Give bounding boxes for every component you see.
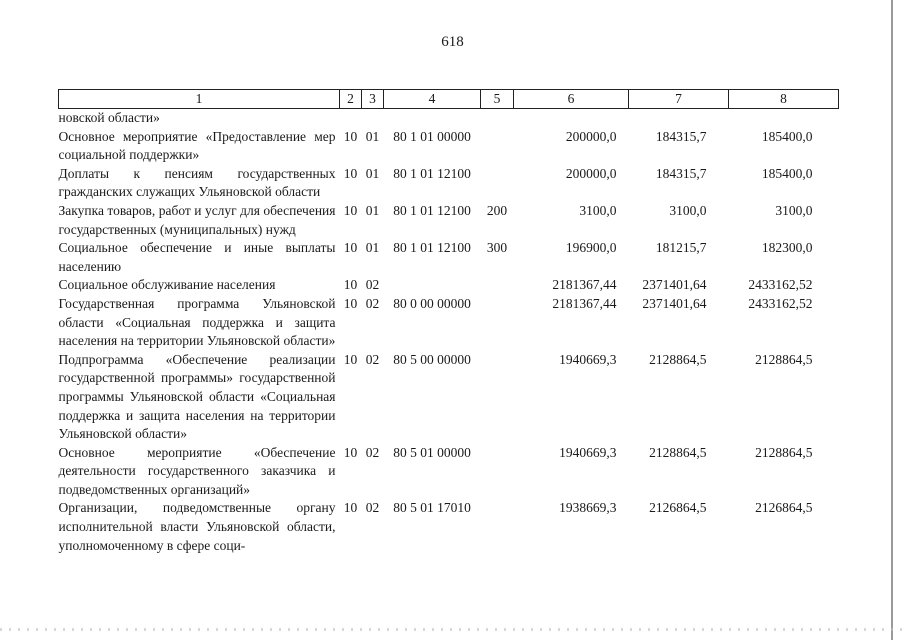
row-cell-c5 <box>481 165 514 202</box>
column-header: 7 <box>629 90 729 109</box>
table-row <box>59 128 839 165</box>
row-description: Организации, подведомственные органу исполнительной власти Ульяновской области, уполномоченному в сфере соци- <box>58 500 336 553</box>
row-cell-c5 <box>481 109 514 128</box>
row-cell-c6: 1938669,3 <box>559 500 617 516</box>
row-cell-c8: 185400,0 <box>761 128 813 144</box>
row-cell-c3: 01 <box>365 202 380 218</box>
row-cell-c8: 3100,0 <box>775 202 813 218</box>
row-cell-c2: 10 <box>343 444 358 460</box>
table-row <box>59 499 839 555</box>
row-cell-c7: 3100,0 <box>669 202 707 218</box>
row-cell-c7: 2371401,64 <box>642 295 707 311</box>
row-cell-c5 <box>481 295 514 351</box>
table-row <box>59 444 839 500</box>
row-cell-c6: 3100,0 <box>579 202 617 218</box>
row-cell-c2: 10 <box>343 165 358 181</box>
row-cell-c2: 10 <box>343 295 358 311</box>
row-cell-c6: 200000,0 <box>565 128 617 144</box>
row-cell-c2: 10 <box>343 351 358 367</box>
row-description: Государственная программа Ульяновской области «Социальная поддержка и защита населения на территории Ульяновской области» <box>58 295 336 349</box>
row-description: Основное мероприятие «Предоставление мер социальной поддержки» <box>58 128 336 163</box>
row-description: новской области» <box>58 110 160 125</box>
row-cell-c3: 02 <box>365 351 380 367</box>
table-row <box>59 202 839 239</box>
row-cell-c4 <box>384 109 481 128</box>
row-cell-c7: 2128864,5 <box>649 444 707 460</box>
row-cell-c6: 1940669,3 <box>559 444 617 460</box>
row-cell-c7: 2371401,64 <box>642 277 707 293</box>
row-cell-c8: 2433162,52 <box>748 295 813 311</box>
row-description: Основное мероприятие «Обеспечение деятельности государственного заказчика и подведомственных организаций» <box>58 444 336 497</box>
row-cell-c7: 2128864,5 <box>649 351 707 367</box>
row-cell-c7 <box>629 109 729 128</box>
row-cell-c6: 196900,0 <box>565 240 617 256</box>
row-cell-c4: 80 1 01 12100 <box>393 165 471 181</box>
row-cell-c2: 10 <box>343 128 358 144</box>
row-cell-c4: 80 0 00 00000 <box>393 295 471 311</box>
row-cell-c2: 10 <box>343 500 358 516</box>
row-cell-c8: 182300,0 <box>761 240 813 256</box>
table-row <box>59 165 839 202</box>
row-description: Социальное обслуживание населения <box>58 277 276 293</box>
row-cell-c6: 1940669,3 <box>559 351 617 367</box>
row-cell-c5 <box>481 499 514 555</box>
budget-table <box>58 89 839 555</box>
row-cell-c2: 10 <box>343 240 358 256</box>
row-cell-c3 <box>362 109 384 128</box>
page-number: 618 <box>441 34 464 50</box>
row-cell-c7: 184315,7 <box>655 128 707 144</box>
row-cell-c3: 01 <box>365 240 380 256</box>
column-header: 2 <box>340 90 362 109</box>
column-header: 5 <box>481 90 514 109</box>
row-description: Доплаты к пенсиям государственных гражданских служащих Ульяновской области <box>58 165 336 200</box>
row-cell-c8: 2126864,5 <box>755 500 813 516</box>
table-row <box>59 276 839 295</box>
row-cell-c7: 184315,7 <box>655 165 707 181</box>
row-cell-c8: 2128864,5 <box>755 444 813 460</box>
row-description: Социальное обеспечение и иные выплаты населению <box>58 240 336 274</box>
row-cell-c8: 2433162,52 <box>748 277 813 293</box>
row-cell-c5 <box>481 351 514 444</box>
row-cell-c5: 200 <box>486 202 508 218</box>
column-header: 1 <box>59 90 340 109</box>
row-cell-c4: 80 1 01 12100 <box>393 202 471 218</box>
row-cell-c4: 80 1 01 12100 <box>393 240 471 256</box>
row-cell-c5 <box>481 276 514 295</box>
table-row <box>59 109 839 128</box>
row-cell-c7: 181215,7 <box>655 240 707 256</box>
table-row <box>59 239 839 276</box>
row-cell-c4 <box>384 276 481 295</box>
row-cell-c6: 200000,0 <box>565 165 617 181</box>
column-header: 8 <box>729 90 839 109</box>
row-cell-c4: 80 5 01 00000 <box>393 444 471 460</box>
row-cell-c2 <box>340 109 362 128</box>
row-cell-c4: 80 5 01 17010 <box>393 500 471 516</box>
row-cell-c2: 10 <box>343 202 358 218</box>
row-cell-c8: 185400,0 <box>761 165 813 181</box>
column-header: 4 <box>384 90 481 109</box>
row-cell-c6 <box>514 109 629 128</box>
column-header: 6 <box>514 90 629 109</box>
page-edge-line <box>891 0 893 640</box>
row-cell-c3: 02 <box>365 444 380 460</box>
row-cell-c3: 02 <box>365 277 380 293</box>
row-cell-c4: 80 1 01 00000 <box>393 128 471 144</box>
row-cell-c5 <box>481 128 514 165</box>
row-description: Закупка товаров, работ и услуг для обеспечения государственных (муниципальных) нужд <box>58 202 336 237</box>
column-header: 3 <box>362 90 384 109</box>
table-row <box>59 295 839 351</box>
row-cell-c6: 2181367,44 <box>552 295 617 311</box>
row-cell-c3: 02 <box>365 500 380 516</box>
column-header-row <box>59 90 839 109</box>
row-description: Подпрограмма «Обеспечение реализации государственной программы» государственной программы Ульяновской области «Социальная поддержка и защита населения на территории Ульяновской области» <box>58 351 336 442</box>
table-row <box>59 351 839 444</box>
row-cell-c3: 02 <box>365 295 380 311</box>
row-cell-c2: 10 <box>343 277 358 293</box>
row-cell-c4: 80 5 00 00000 <box>393 351 471 367</box>
row-cell-c5 <box>481 444 514 500</box>
row-cell-c8: 2128864,5 <box>755 351 813 367</box>
row-cell-c3: 01 <box>365 128 380 144</box>
scan-artifact <box>0 628 905 631</box>
row-cell-c7: 2126864,5 <box>649 500 707 516</box>
row-cell-c6: 2181367,44 <box>552 277 617 293</box>
row-cell-c3: 01 <box>365 165 380 181</box>
row-cell-c5: 300 <box>486 240 508 256</box>
row-cell-c8 <box>729 109 839 128</box>
